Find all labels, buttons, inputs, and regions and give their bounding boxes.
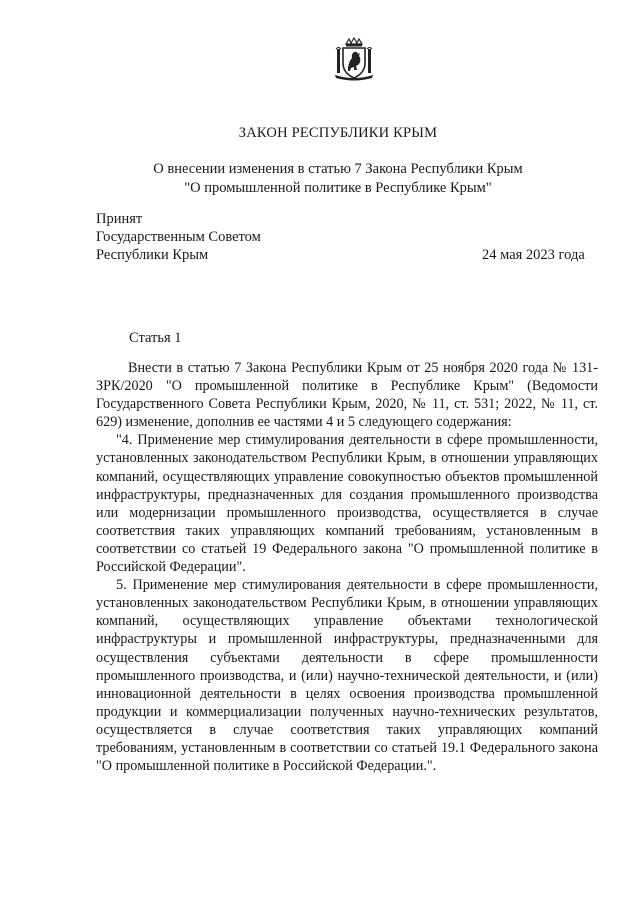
adoption-block [96,210,261,264]
document-title: ЗАКОН РЕСПУБЛИКИ КРЫМ [238,125,438,141]
subtitle-line: О внесении изменения в статью 7 Закона Республики Крым [153,161,523,177]
adoption-line: Республики Крым [96,247,209,263]
crimea-coat-of-arms-icon [332,37,376,81]
article-paragraph: "4. Применение мер стимулирования деятельности в сфере промышленности, установленных законодательством Республики Крым, в отношении управляющих компаний, осуществляющих управление совокупностью объектов промышленной инфраструктуры, предназначенных для создания промышленного производства или модернизации промышленного производства, осуществляется в случае соответствия таких управляющих компаний требованиям, установленным в соответствии со статьей 19 Федерального закона "О промышленной политике в Российской Федерации". [96,432,598,576]
adoption-line: Принят [96,211,143,227]
document-subtitle [0,160,640,198]
adoption-date: 24 мая 2023 года [482,247,585,263]
article-heading: Статья 1 [129,330,182,346]
article-body [96,359,598,775]
article-paragraph: Внести в статью 7 Закона Республики Крым от 25 ноября 2020 года № 131-ЗРК/2020 "О промышленной политике в Республике Крым" (Ведомости Государственного Совета Республики Крым, 2020, № 11, ст. 531; 2022, № 11, ст. 629) изменение, дополнив ее частями 4 и 5 следующего содержания: [96,360,598,431]
article-paragraph: 5. Применение мер стимулирования деятельности в сфере промышленности, установленных законодательством Республики Крым, в отношении управляющих компаний, осуществляющих управление объектами технологической инфраструктуры и промышленной инфраструктуры, предназначенными для осуществления субъектами деятельности в сфере промышленности промышленного производства, и (или) научно-технической деятельности, и (или) инновационной деятельности в целях освоения производства промышленной продукции и коммерциализации полученных научно-технических результатов, осуществляется в случае соответствия таких управляющих компаний требованиям, установленным в соответствии со статьей 19.1 Федерального закона "О промышленной политике в Российской Федерации.". [96,577,598,775]
subtitle-line: "О промышленной политике в Республике Крым" [184,180,492,196]
adoption-line: Государственным Советом [96,229,261,245]
